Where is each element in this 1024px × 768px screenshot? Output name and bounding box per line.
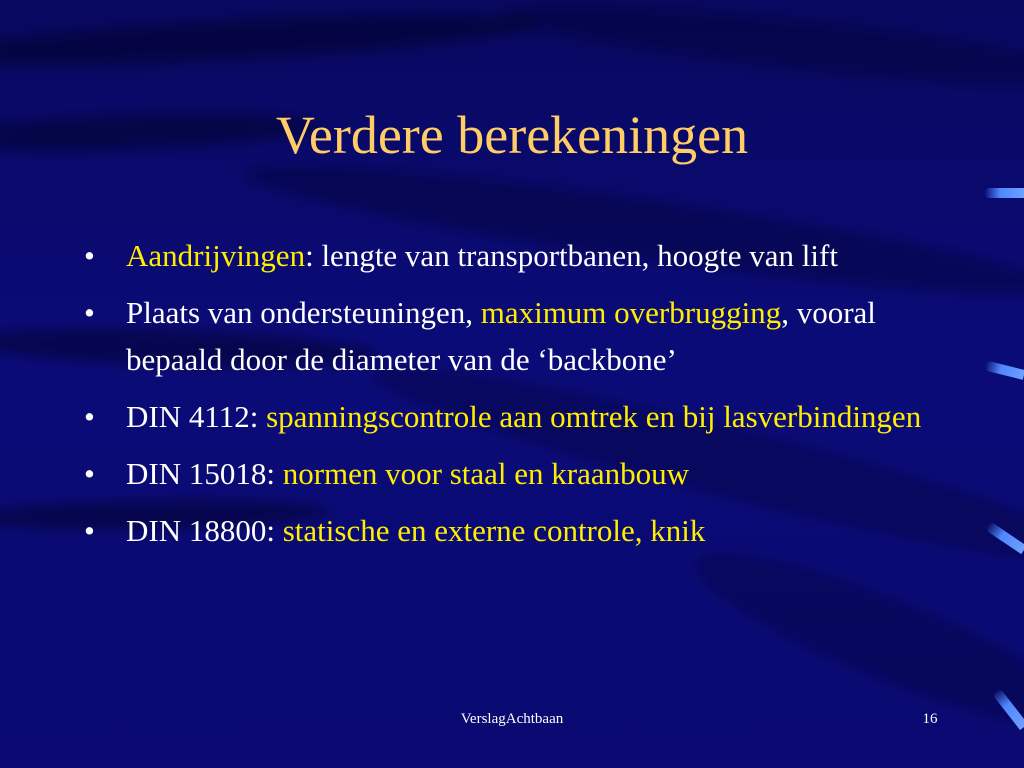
- bullet-item: [84, 507, 944, 554]
- slide-title: Verdere berekeningen: [275, 105, 749, 165]
- bullet-text: DIN 18800:: [126, 513, 283, 548]
- bullet-item: [84, 393, 944, 440]
- edge-accent-stroke: [984, 360, 1024, 379]
- bullet-highlight: spanningscontrole aan omtrek en bij lasverbindingen: [266, 399, 922, 434]
- bullet-icon: •: [84, 238, 95, 273]
- bullet-text: : lengte van transportbanen, hoogte van lift: [305, 238, 838, 273]
- bullet-item: [84, 289, 944, 383]
- bullet-icon: •: [84, 513, 95, 548]
- bullet-highlight: maximum overbrugging: [480, 295, 782, 330]
- bullet-icon: •: [84, 295, 95, 330]
- bullet-text: Plaats van ondersteuningen,: [126, 295, 481, 330]
- edge-accent-stroke: [984, 188, 1024, 198]
- bullet-icon: •: [84, 399, 95, 434]
- bullet-icon: •: [84, 456, 95, 491]
- bullet-list: [84, 232, 944, 564]
- bullet-text: DIN 15018:: [126, 456, 283, 491]
- background-streak: [0, 4, 541, 76]
- footer-label: VerslagAchtbaan: [460, 711, 564, 727]
- bullet-highlight: statische en externe controle, knik: [282, 513, 706, 548]
- bullet-highlight: normen voor staal en kraanbouw: [282, 456, 690, 491]
- bullet-text: DIN 4112:: [126, 399, 267, 434]
- bullet-highlight: Aandrijvingen: [126, 238, 306, 273]
- bullet-item: [84, 232, 944, 279]
- page-number: 16: [922, 711, 938, 727]
- bullet-text: , vooral bepaald door de diameter van de ‘backbone’: [126, 295, 876, 377]
- background-streak: [499, 0, 1024, 101]
- bullet-item: [84, 450, 944, 497]
